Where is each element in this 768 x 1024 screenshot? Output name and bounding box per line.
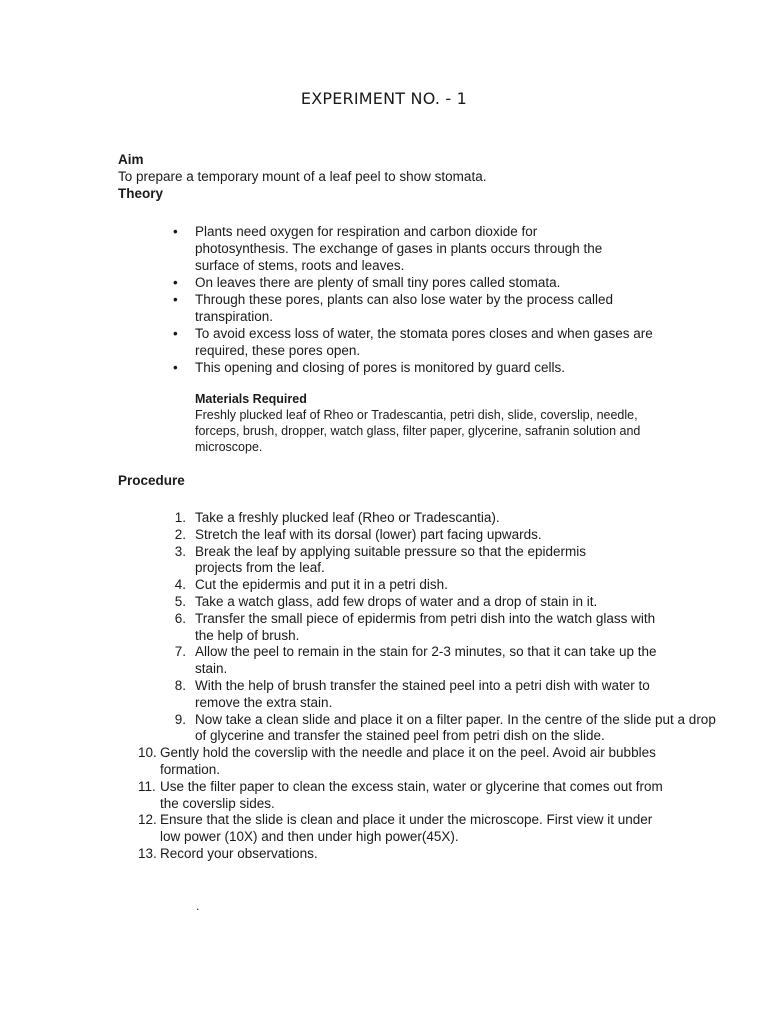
step-text: Break the leaf by applying suitable pressure so that the epidermis projects from the leaf. [195, 543, 586, 576]
step-number: 2. [174, 526, 186, 542]
bullet-icon: • [173, 326, 178, 341]
step-text: Transfer the small piece of epidermis from petri dish into the watch glass with the help of brush. [195, 610, 656, 643]
procedure-list [130, 510, 716, 863]
step-text: Ensure that the slide is clean and place it under the microscope. First view it under low power (10X) and then under high power(45X). [160, 812, 653, 845]
bullet-icon: • [173, 224, 178, 239]
materials-section [195, 391, 645, 455]
procedure-step [130, 644, 660, 678]
aim-text: To prepare a temporary mount of a leaf peel to show stomata. [118, 169, 487, 184]
step-text: With the help of brush transfer the stained peel into a petri dish with water to remove the extra stain. [195, 677, 650, 710]
procedure-step [130, 510, 660, 527]
procedure-step [130, 745, 660, 779]
bullet-icon: • [173, 360, 178, 375]
procedure-step [130, 544, 620, 578]
step-number: 3. [174, 543, 186, 559]
theory-list [173, 223, 653, 376]
step-text: Stretch the leaf with its dorsal (lower) part facing upwards. [195, 526, 542, 542]
aim-heading: Aim [118, 152, 144, 167]
materials-text: Freshly plucked leaf of Rheo or Tradescantia, petri dish, slide, coverslip, needle, forceps, brush, dropper, watch glass, filter paper, glycerine, safranin solution and microscope. [195, 408, 641, 454]
procedure-step [130, 779, 665, 813]
materials-heading: Materials Required [195, 392, 307, 406]
procedure-step [130, 577, 660, 594]
step-text: Take a watch glass, add few drops of water and a drop of stain in it. [195, 593, 598, 609]
theory-item [173, 274, 653, 291]
step-number: 10. [138, 745, 157, 761]
step-text: Now take a clean slide and place it on a filter paper. In the centre of the slide put a drop of glycerine and transfer the stained peel from petri dish on the slide. [195, 711, 716, 744]
procedure-step [130, 611, 660, 645]
step-number: 8. [174, 677, 186, 693]
step-number: 4. [174, 577, 186, 593]
step-number: 5. [174, 593, 186, 609]
procedure-step [130, 527, 660, 544]
step-text: Cut the epidermis and put it in a petri dish. [195, 577, 448, 593]
theory-item [173, 291, 660, 325]
step-text: Allow the peel to remain in the stain for 2-3 minutes, so that it can take up the stain. [195, 644, 657, 677]
step-number: 1. [174, 510, 186, 525]
theory-item [173, 325, 660, 359]
theory-item-text: Through these pores, plants can also lose water by the process called transpiration. [195, 292, 613, 324]
step-number: 12. [138, 812, 157, 828]
theory-item-text: To avoid excess loss of water, the stomata pores closes and when gases are required, these pores open. [195, 326, 653, 358]
procedure-step [130, 712, 720, 746]
procedure-step [130, 678, 695, 712]
step-number: 13. [138, 845, 157, 861]
procedure-step [130, 846, 660, 863]
bullet-icon: • [173, 275, 178, 290]
bullet-icon: • [173, 292, 178, 307]
step-text: Take a freshly plucked leaf (Rheo or Tradescantia). [195, 510, 500, 525]
theory-item-text: Plants need oxygen for respiration and carbon dioxide for photosynthesis. The exchange of gases in plants occurs through the surface of stems, roots and leaves. [195, 224, 603, 273]
step-number: 11. [138, 778, 156, 794]
trailing-mark: . [196, 899, 200, 913]
step-number: 9. [174, 711, 186, 727]
step-text: Record your observations. [160, 845, 318, 861]
procedure-step [130, 594, 660, 611]
theory-item-text: On leaves there are plenty of small tiny pores called stomata. [195, 275, 561, 290]
step-text: Gently hold the coverslip with the needle and place it on the peel. Avoid air bubbles formation. [160, 745, 656, 777]
page-title: EXPERIMENT NO. - 1 [300, 89, 468, 108]
step-number: 6. [174, 610, 186, 626]
theory-item [173, 223, 615, 274]
step-text: Use the filter paper to clean the excess stain, water or glycerine that comes out from the coverslip sides. [160, 778, 663, 811]
theory-item-text: This opening and closing of pores is monitored by guard cells. [195, 360, 565, 375]
theory-heading: Theory [118, 186, 164, 201]
procedure-step [130, 812, 670, 846]
procedure-heading: Procedure [118, 473, 185, 488]
step-number: 7. [174, 644, 186, 660]
theory-item [173, 359, 653, 376]
